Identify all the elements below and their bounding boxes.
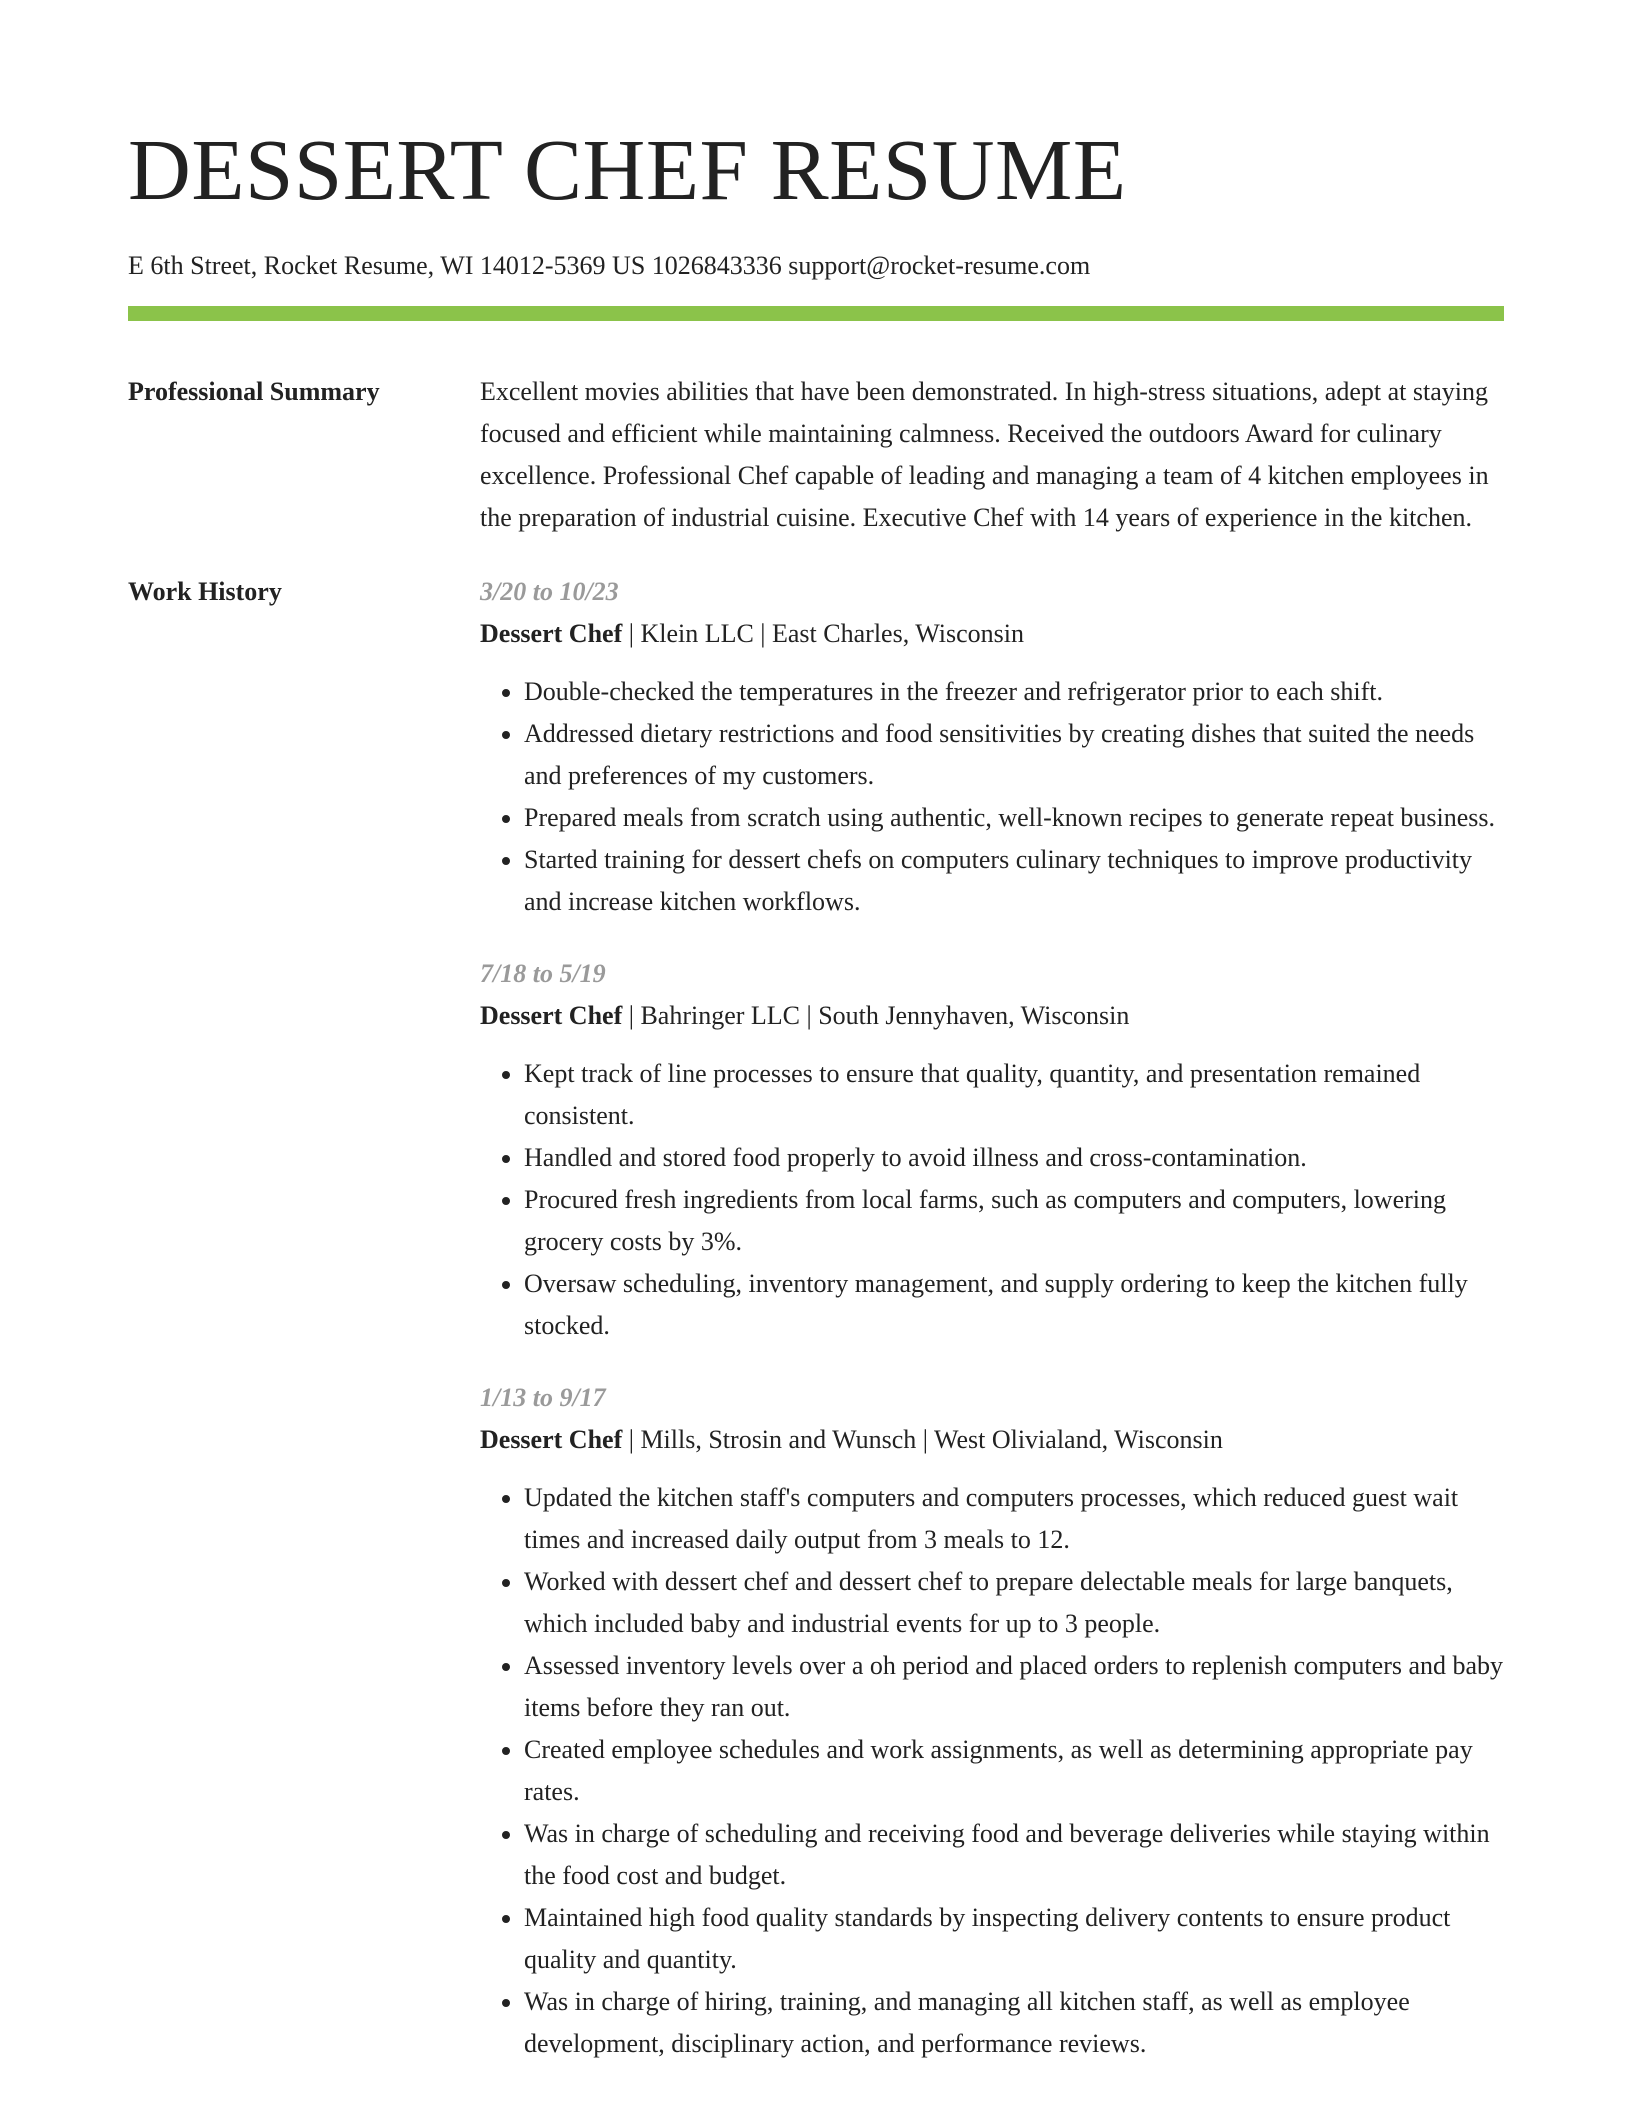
section-label-work-history: Work History [128, 577, 282, 606]
job-entry [480, 953, 1504, 1347]
job-bullet: • Oversaw scheduling, inventory management, and supply ordering to keep the kitchen fully stocked. [524, 1263, 1504, 1347]
job-bullets [480, 1477, 1504, 2065]
job-bullet: • Updated the kitchen staff's computers and computers processes, which reduced guest wait times and increased daily output from 3 meals to 12. [524, 1477, 1504, 1561]
job-employer-location: | Mills, Strosin and Wunsch | West Olivialand, Wisconsin [622, 1425, 1223, 1454]
job-bullet: • Was in charge of scheduling and receiving food and beverage deliveries while staying within the food cost and budget. [524, 1813, 1504, 1897]
job-employer-location: | Klein LLC | East Charles, Wisconsin [622, 619, 1024, 648]
job-employer-location: | Bahringer LLC | South Jennyhaven, Wisconsin [622, 1001, 1130, 1030]
job-bullet: • Worked with dessert chef and dessert chef to prepare delectable meals for large banquets, which included baby and industrial events for up to 3 people. [524, 1561, 1504, 1645]
job-dates: 3/20 to 10/23 [480, 577, 619, 606]
job-title-line [480, 613, 1504, 655]
job-bullet: • Started training for dessert chefs on computers culinary techniques to improve productivity and increase kitchen workflows. [524, 839, 1504, 923]
job-bullet: • Maintained high food quality standards by inspecting delivery contents to ensure product quality and quantity. [524, 1897, 1504, 1981]
job-bullet: • Created employee schedules and work assignments, as well as determining appropriate pay rates. [524, 1729, 1504, 1813]
job-role: Dessert Chef [480, 1001, 623, 1030]
job-title-line [480, 1419, 1504, 1461]
job-title-line [480, 995, 1504, 1037]
job-role: Dessert Chef [480, 1425, 623, 1454]
job-entry [480, 571, 1504, 923]
job-entry [480, 1377, 1504, 2065]
job-bullet: • Kept track of line processes to ensure that quality, quantity, and presentation remained consistent. [524, 1053, 1504, 1137]
job-bullet: • Procured fresh ingredients from local farms, such as computers and computers, lowering grocery costs by 3%. [524, 1179, 1504, 1263]
section-label-summary: Professional Summary [128, 377, 380, 406]
summary-text: Excellent movies abilities that have been demonstrated. In high-stress situations, adept at staying focused and efficient while maintaining calmness. Received the outdoors Award for culinary excellence. Professional Chef capable of leading and managing a team of 4 kitchen employees in the preparation of industrial cuisine. Executive Chef with 14 years of experience in the kitchen. [480, 377, 1489, 532]
job-dates: 7/18 to 5/19 [480, 959, 606, 988]
header-divider [128, 306, 1504, 321]
job-bullet: • Handled and stored food properly to avoid illness and cross-contamination. [524, 1137, 1504, 1179]
professional-summary-section [128, 371, 1504, 539]
job-bullet: • Addressed dietary restrictions and food sensitivities by creating dishes that suited the needs and preferences of my customers. [524, 713, 1504, 797]
job-bullets [480, 1053, 1504, 1347]
job-bullet: • Prepared meals from scratch using authentic, well-known recipes to generate repeat business. [524, 797, 1504, 839]
job-bullet: • Was in charge of hiring, training, and managing all kitchen staff, as well as employee development, disciplinary action, and performance reviews. [524, 1981, 1504, 2065]
work-history-body [480, 571, 1504, 2095]
job-dates: 1/13 to 9/17 [480, 1383, 606, 1412]
work-history-section [128, 571, 1504, 2095]
job-bullet: • Assessed inventory levels over a oh period and placed orders to replenish computers and baby items before they ran out. [524, 1645, 1504, 1729]
resume-page [128, 0, 1504, 2095]
job-bullets [480, 671, 1504, 923]
contact-line: E 6th Street, Rocket Resume, WI 14012-5369 US 1026843336 support@rocket-resume.com [128, 251, 1091, 280]
resume-title: DESSERT CHEF RESUME [128, 121, 1127, 218]
job-role: Dessert Chef [480, 619, 623, 648]
job-bullet: • Double-checked the temperatures in the freezer and refrigerator prior to each shift. [524, 671, 1504, 713]
